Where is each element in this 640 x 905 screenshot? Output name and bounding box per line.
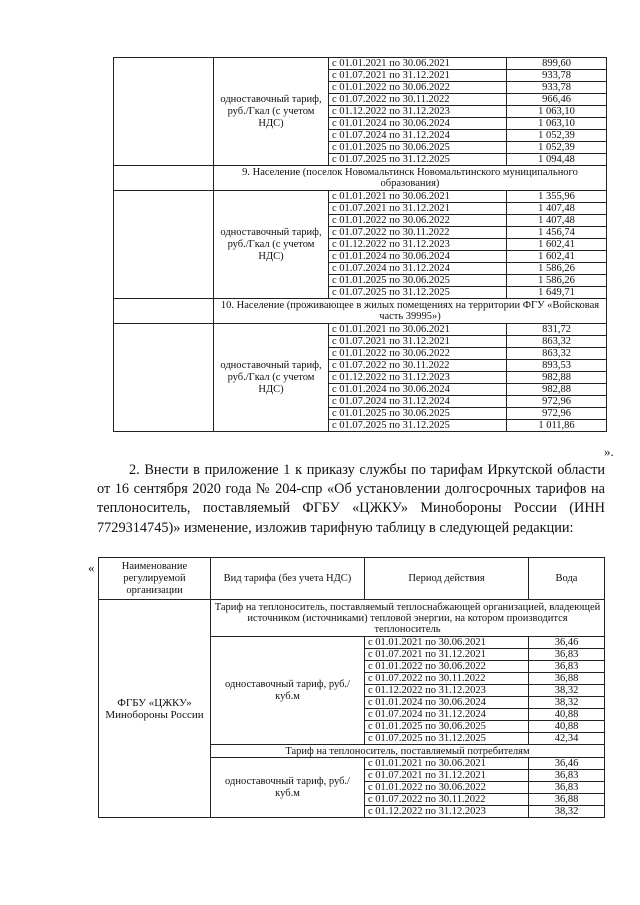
section-row bbox=[114, 299, 607, 324]
value-cell: 982,88 bbox=[507, 384, 607, 396]
section-title: 9. Население (поселок Новомальтинск Новомальтинского муниципального образования) bbox=[214, 166, 607, 191]
period-cell: с 01.01.2021 по 30.06.2021 bbox=[365, 758, 529, 770]
organization-name: ФГБУ «ЦЖКУ» Минобороны России bbox=[99, 600, 211, 818]
period-cell: с 01.07.2024 по 31.12.2024 bbox=[329, 263, 507, 275]
period-cell: с 01.01.2022 по 30.06.2022 bbox=[329, 82, 507, 94]
value-cell: 1 094,48 bbox=[507, 154, 607, 166]
period-cell: с 01.07.2022 по 30.11.2022 bbox=[329, 360, 507, 372]
section-title: Тариф на теплоноситель, поставляемый потребителям bbox=[211, 745, 605, 758]
period-cell: с 01.07.2024 по 31.12.2024 bbox=[329, 130, 507, 142]
period-cell: с 01.07.2021 по 31.12.2021 bbox=[329, 336, 507, 348]
value-cell: 863,32 bbox=[507, 348, 607, 360]
period-cell: с 01.07.2022 по 30.11.2022 bbox=[365, 673, 529, 685]
table-row bbox=[114, 324, 607, 336]
period-cell: с 01.01.2025 по 30.06.2025 bbox=[329, 142, 507, 154]
period-cell: с 01.07.2021 по 31.12.2021 bbox=[329, 203, 507, 215]
period-cell: с 01.07.2025 по 31.12.2025 bbox=[329, 420, 507, 432]
period-cell: с 01.01.2021 по 30.06.2021 bbox=[329, 324, 507, 336]
value-cell: 1 602,41 bbox=[507, 239, 607, 251]
blank-cell bbox=[114, 58, 214, 166]
table-row bbox=[114, 58, 607, 70]
blank-cell bbox=[114, 191, 214, 299]
value-cell: 38,32 bbox=[529, 685, 605, 697]
period-cell: с 01.01.2022 по 30.06.2022 bbox=[365, 661, 529, 673]
period-cell: с 01.07.2021 по 31.12.2021 bbox=[365, 649, 529, 661]
value-cell: 899,60 bbox=[507, 58, 607, 70]
value-cell: 36,88 bbox=[529, 794, 605, 806]
value-cell: 38,32 bbox=[529, 697, 605, 709]
period-cell: с 01.01.2024 по 30.06.2024 bbox=[329, 118, 507, 130]
value-cell: 36,88 bbox=[529, 673, 605, 685]
value-cell: 1 052,39 bbox=[507, 142, 607, 154]
period-cell: с 01.07.2025 по 31.12.2025 bbox=[365, 733, 529, 745]
section-title: 10. Население (проживающее в жилых помещениях на территории ФГУ «Войсковая часть 39995») bbox=[214, 299, 607, 324]
period-cell: с 01.01.2021 по 30.06.2021 bbox=[365, 637, 529, 649]
period-cell: с 01.12.2022 по 31.12.2023 bbox=[329, 372, 507, 384]
value-cell: 1 063,10 bbox=[507, 106, 607, 118]
period-cell: с 01.01.2025 по 30.06.2025 bbox=[329, 408, 507, 420]
section-row bbox=[99, 600, 605, 637]
open-quote: « bbox=[88, 560, 95, 575]
period-cell: с 01.01.2024 по 30.06.2024 bbox=[329, 384, 507, 396]
value-cell: 40,88 bbox=[529, 709, 605, 721]
tariff-type-label: одноставочный тариф, руб./куб.м bbox=[211, 758, 365, 818]
period-cell: с 01.01.2021 по 30.06.2021 bbox=[329, 58, 507, 70]
value-cell: 36,83 bbox=[529, 661, 605, 673]
period-cell: с 01.12.2022 по 31.12.2023 bbox=[329, 239, 507, 251]
blank-cell bbox=[114, 324, 214, 432]
value-cell: 863,32 bbox=[507, 336, 607, 348]
closing-quote: ». bbox=[604, 444, 614, 459]
value-cell: 1 355,96 bbox=[507, 191, 607, 203]
tariff-table-heat-carrier bbox=[98, 557, 605, 818]
period-cell: с 01.12.2022 по 31.12.2023 bbox=[365, 806, 529, 818]
period-cell: с 01.12.2022 по 31.12.2023 bbox=[365, 685, 529, 697]
period-cell: с 01.07.2021 по 31.12.2021 bbox=[329, 70, 507, 82]
value-cell: 972,96 bbox=[507, 396, 607, 408]
value-cell: 1 052,39 bbox=[507, 130, 607, 142]
period-cell: с 01.07.2025 по 31.12.2025 bbox=[329, 287, 507, 299]
tariff-type-label: одноставочный тариф, руб./куб.м bbox=[211, 637, 365, 745]
period-cell: с 01.07.2022 по 30.11.2022 bbox=[329, 227, 507, 239]
value-cell: 42,34 bbox=[529, 733, 605, 745]
blank-cell bbox=[114, 299, 214, 324]
period-cell: с 01.07.2025 по 31.12.2025 bbox=[329, 154, 507, 166]
blank-cell bbox=[114, 166, 214, 191]
value-cell: 1 407,48 bbox=[507, 215, 607, 227]
value-cell: 1 011,86 bbox=[507, 420, 607, 432]
period-cell: с 01.01.2024 по 30.06.2024 bbox=[365, 697, 529, 709]
table-row bbox=[114, 191, 607, 203]
period-cell: с 01.07.2024 по 31.12.2024 bbox=[329, 396, 507, 408]
value-cell: 36,46 bbox=[529, 637, 605, 649]
header-org: Наименование регулируемой организации bbox=[99, 558, 211, 600]
tariff-type-label: одноставочный тариф, руб./Гкал (с учетом НДС) bbox=[214, 324, 329, 432]
value-cell: 933,78 bbox=[507, 82, 607, 94]
header-period: Период действия bbox=[365, 558, 529, 600]
header-type: Вид тарифа (без учета НДС) bbox=[211, 558, 365, 600]
value-cell: 1 586,26 bbox=[507, 263, 607, 275]
value-cell: 1 586,26 bbox=[507, 275, 607, 287]
section-row bbox=[114, 166, 607, 191]
value-cell: 1 456,74 bbox=[507, 227, 607, 239]
period-cell: с 01.12.2022 по 31.12.2023 bbox=[329, 106, 507, 118]
period-cell: с 01.01.2025 по 30.06.2025 bbox=[329, 275, 507, 287]
value-cell: 972,96 bbox=[507, 408, 607, 420]
value-cell: 933,78 bbox=[507, 70, 607, 82]
value-cell: 1 602,41 bbox=[507, 251, 607, 263]
tariff-type-label: одноставочный тариф, руб./Гкал (с учетом НДС) bbox=[214, 191, 329, 299]
amendment-paragraph bbox=[97, 461, 605, 538]
value-cell: 831,72 bbox=[507, 324, 607, 336]
amendment-text: 2. Внести в приложение 1 к приказу службы по тарифам Иркутской области от 16 сентября 2020 года № 204-спр «Об установлении долгосрочных тарифов на теплоноситель, поставляемый ФГБУ «ЦЖКУ» Минобороны России (ИНН 7729314745)» изменение, изложив тарифную таблицу в следующей редакции: bbox=[97, 462, 605, 536]
value-cell: 38,32 bbox=[529, 806, 605, 818]
value-cell: 1 407,48 bbox=[507, 203, 607, 215]
period-cell: с 01.01.2022 по 30.06.2022 bbox=[365, 782, 529, 794]
value-cell: 36,46 bbox=[529, 758, 605, 770]
value-cell: 893,53 bbox=[507, 360, 607, 372]
value-cell: 1 649,71 bbox=[507, 287, 607, 299]
tariff-type-label: одноставочный тариф, руб./Гкал (с учетом НДС) bbox=[214, 58, 329, 166]
period-cell: с 01.01.2025 по 30.06.2025 bbox=[365, 721, 529, 733]
value-cell: 36,83 bbox=[529, 782, 605, 794]
header-row bbox=[99, 558, 605, 600]
header-water: Вода bbox=[529, 558, 605, 600]
section-title: Тариф на теплоноситель, поставляемый теплоснабжающей организацией, владеющей источником (источниками) тепловой энергии, на котором производится теплоноситель bbox=[211, 600, 605, 637]
period-cell: с 01.07.2024 по 31.12.2024 bbox=[365, 709, 529, 721]
value-cell: 982,88 bbox=[507, 372, 607, 384]
value-cell: 36,83 bbox=[529, 649, 605, 661]
tariff-table-top bbox=[113, 57, 607, 432]
period-cell: с 01.01.2024 по 30.06.2024 bbox=[329, 251, 507, 263]
value-cell: 40,88 bbox=[529, 721, 605, 733]
period-cell: с 01.07.2022 по 30.11.2022 bbox=[329, 94, 507, 106]
period-cell: с 01.07.2021 по 31.12.2021 bbox=[365, 770, 529, 782]
period-cell: с 01.01.2022 по 30.06.2022 bbox=[329, 215, 507, 227]
value-cell: 36,83 bbox=[529, 770, 605, 782]
period-cell: с 01.07.2022 по 30.11.2022 bbox=[365, 794, 529, 806]
period-cell: с 01.01.2021 по 30.06.2021 bbox=[329, 191, 507, 203]
period-cell: с 01.01.2022 по 30.06.2022 bbox=[329, 348, 507, 360]
value-cell: 966,46 bbox=[507, 94, 607, 106]
value-cell: 1 063,10 bbox=[507, 118, 607, 130]
